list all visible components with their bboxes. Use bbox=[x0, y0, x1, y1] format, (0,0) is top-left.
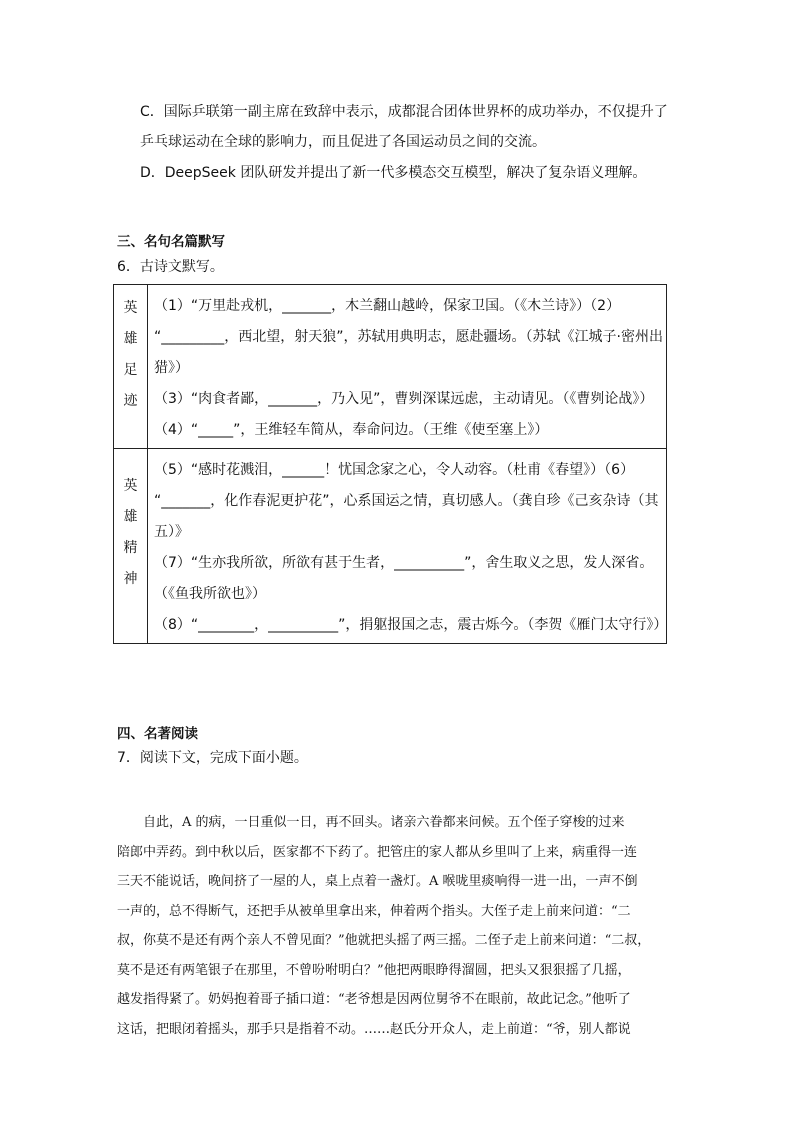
option-d: D．DeepSeek 团队研发并提出了新一代多模态交互模型，解决了复杂语义理解。 bbox=[140, 165, 647, 181]
side-char: 雄 bbox=[123, 509, 138, 525]
group-2-content bbox=[148, 449, 667, 644]
group-1-side-label bbox=[114, 285, 148, 449]
excerpt-line: 越发指得紧了。奶妈抱着哥子插口道：“老爷想是因两位舅爷不在眼前，故此记念。”他听了 bbox=[117, 992, 631, 1007]
excerpt-line: 这话，把眼闭着摇头，那手只是指着不动。……赵氏分开众人，走上前道：“爷，别人都说 bbox=[117, 1021, 631, 1037]
side-char: 雄 bbox=[123, 331, 138, 347]
option-c-line-1: C．国际乒联第一副主席在致辞中表示，成都混合团体世界杯的成功举办，不仅提升了 bbox=[140, 104, 668, 120]
excerpt-line: 三天不能说话，晚间挤了一屋的人，桌上点着一盏灯。A 喉咙里痰响得一进一出，一声不倒 bbox=[117, 874, 638, 889]
poem-line: “_______，化作春泥更护花”，心系国运之情，真切感人。（龚自珍《己亥杂诗（其 bbox=[154, 493, 659, 509]
poem-line: （5）“感时花溅泪，______！忧国念家之心，令人动容。（杜甫《春望》）（6） bbox=[154, 462, 635, 478]
excerpt-line: 自此，A 的病，一日重似一日，再不回头。诸亲六眷都来问候。五个侄子穿梭的过来 bbox=[117, 815, 625, 830]
question-6: 6．古诗文默写。 bbox=[117, 259, 224, 275]
excerpt-line: 陪郎中弄药。到中秋以后，医家都不下药了。把管庄的家人都从乡里叫了上来，病重得一连 bbox=[117, 844, 638, 860]
option-c-line-2: 乒乓球运动在全球的影响力，而且促进了各国运动员之间的交流。 bbox=[140, 134, 546, 150]
poem-line: （4）“_____”，王维轻车简从，奉命问边。（王维《使至塞上》） bbox=[154, 422, 549, 438]
group-2-side-label bbox=[114, 449, 148, 644]
side-char: 英 bbox=[123, 300, 138, 316]
side-char: 精 bbox=[123, 540, 138, 556]
poem-table bbox=[113, 284, 667, 644]
section-4-title: 四、名著阅读 bbox=[117, 726, 198, 742]
reading-excerpt bbox=[117, 808, 677, 1044]
section-3-title: 三、名句名篇默写 bbox=[117, 234, 225, 250]
poem-line: （3）“肉食者鄙，_______，乃入见”，曹刿深谋远虑，主动请见。（《曹刿论战》） bbox=[154, 391, 654, 407]
poem-line: （《鱼我所欲也》） bbox=[154, 586, 266, 602]
side-char: 英 bbox=[123, 478, 138, 494]
excerpt-line: 一声的，总不得断气，还把手从被单里拿出来，伸着两个指头。大侄子走上前来问道：“二 bbox=[117, 903, 631, 919]
side-char: 神 bbox=[123, 571, 138, 587]
excerpt-line: 叔，你莫不是还有两个亲人不曾见面？”他就把头摇了两三摇。二侄子走上前来问道：“二叔， bbox=[117, 933, 651, 948]
poem-line: （1）“万里赴戎机，_______，木兰翻山越岭，保家卫国。（《木兰诗》）（2） bbox=[154, 298, 621, 314]
poem-line: 五）》 bbox=[154, 524, 189, 540]
poem-group-2 bbox=[114, 449, 667, 644]
poem-group-1 bbox=[114, 285, 667, 449]
group-1-content bbox=[148, 285, 667, 449]
poem-line: “_________，西北望，射天狼”，苏轼用典明志，愿赴疆场。（苏轼《江城子·密州出 bbox=[154, 329, 663, 345]
side-char: 足 bbox=[123, 362, 138, 378]
poem-line: 猎》） bbox=[154, 360, 189, 376]
excerpt-line: 莫不是还有两笔银子在那里，不曾吩咐明白？”他把两眼睁得溜圆，把头又狠狠摇了几摇， bbox=[117, 962, 631, 978]
poem-line: （8）“________，__________”，捐躯报国之志，震古烁今。（李贺《雁门太守行》） bbox=[154, 617, 668, 633]
side-char: 迹 bbox=[123, 393, 138, 409]
question-7: 7．阅读下文，完成下面小题。 bbox=[117, 750, 308, 766]
poem-line: （7）“生亦我所欲，所欲有甚于生者，__________”，舍生取义之思，发人深省。 bbox=[154, 555, 654, 571]
